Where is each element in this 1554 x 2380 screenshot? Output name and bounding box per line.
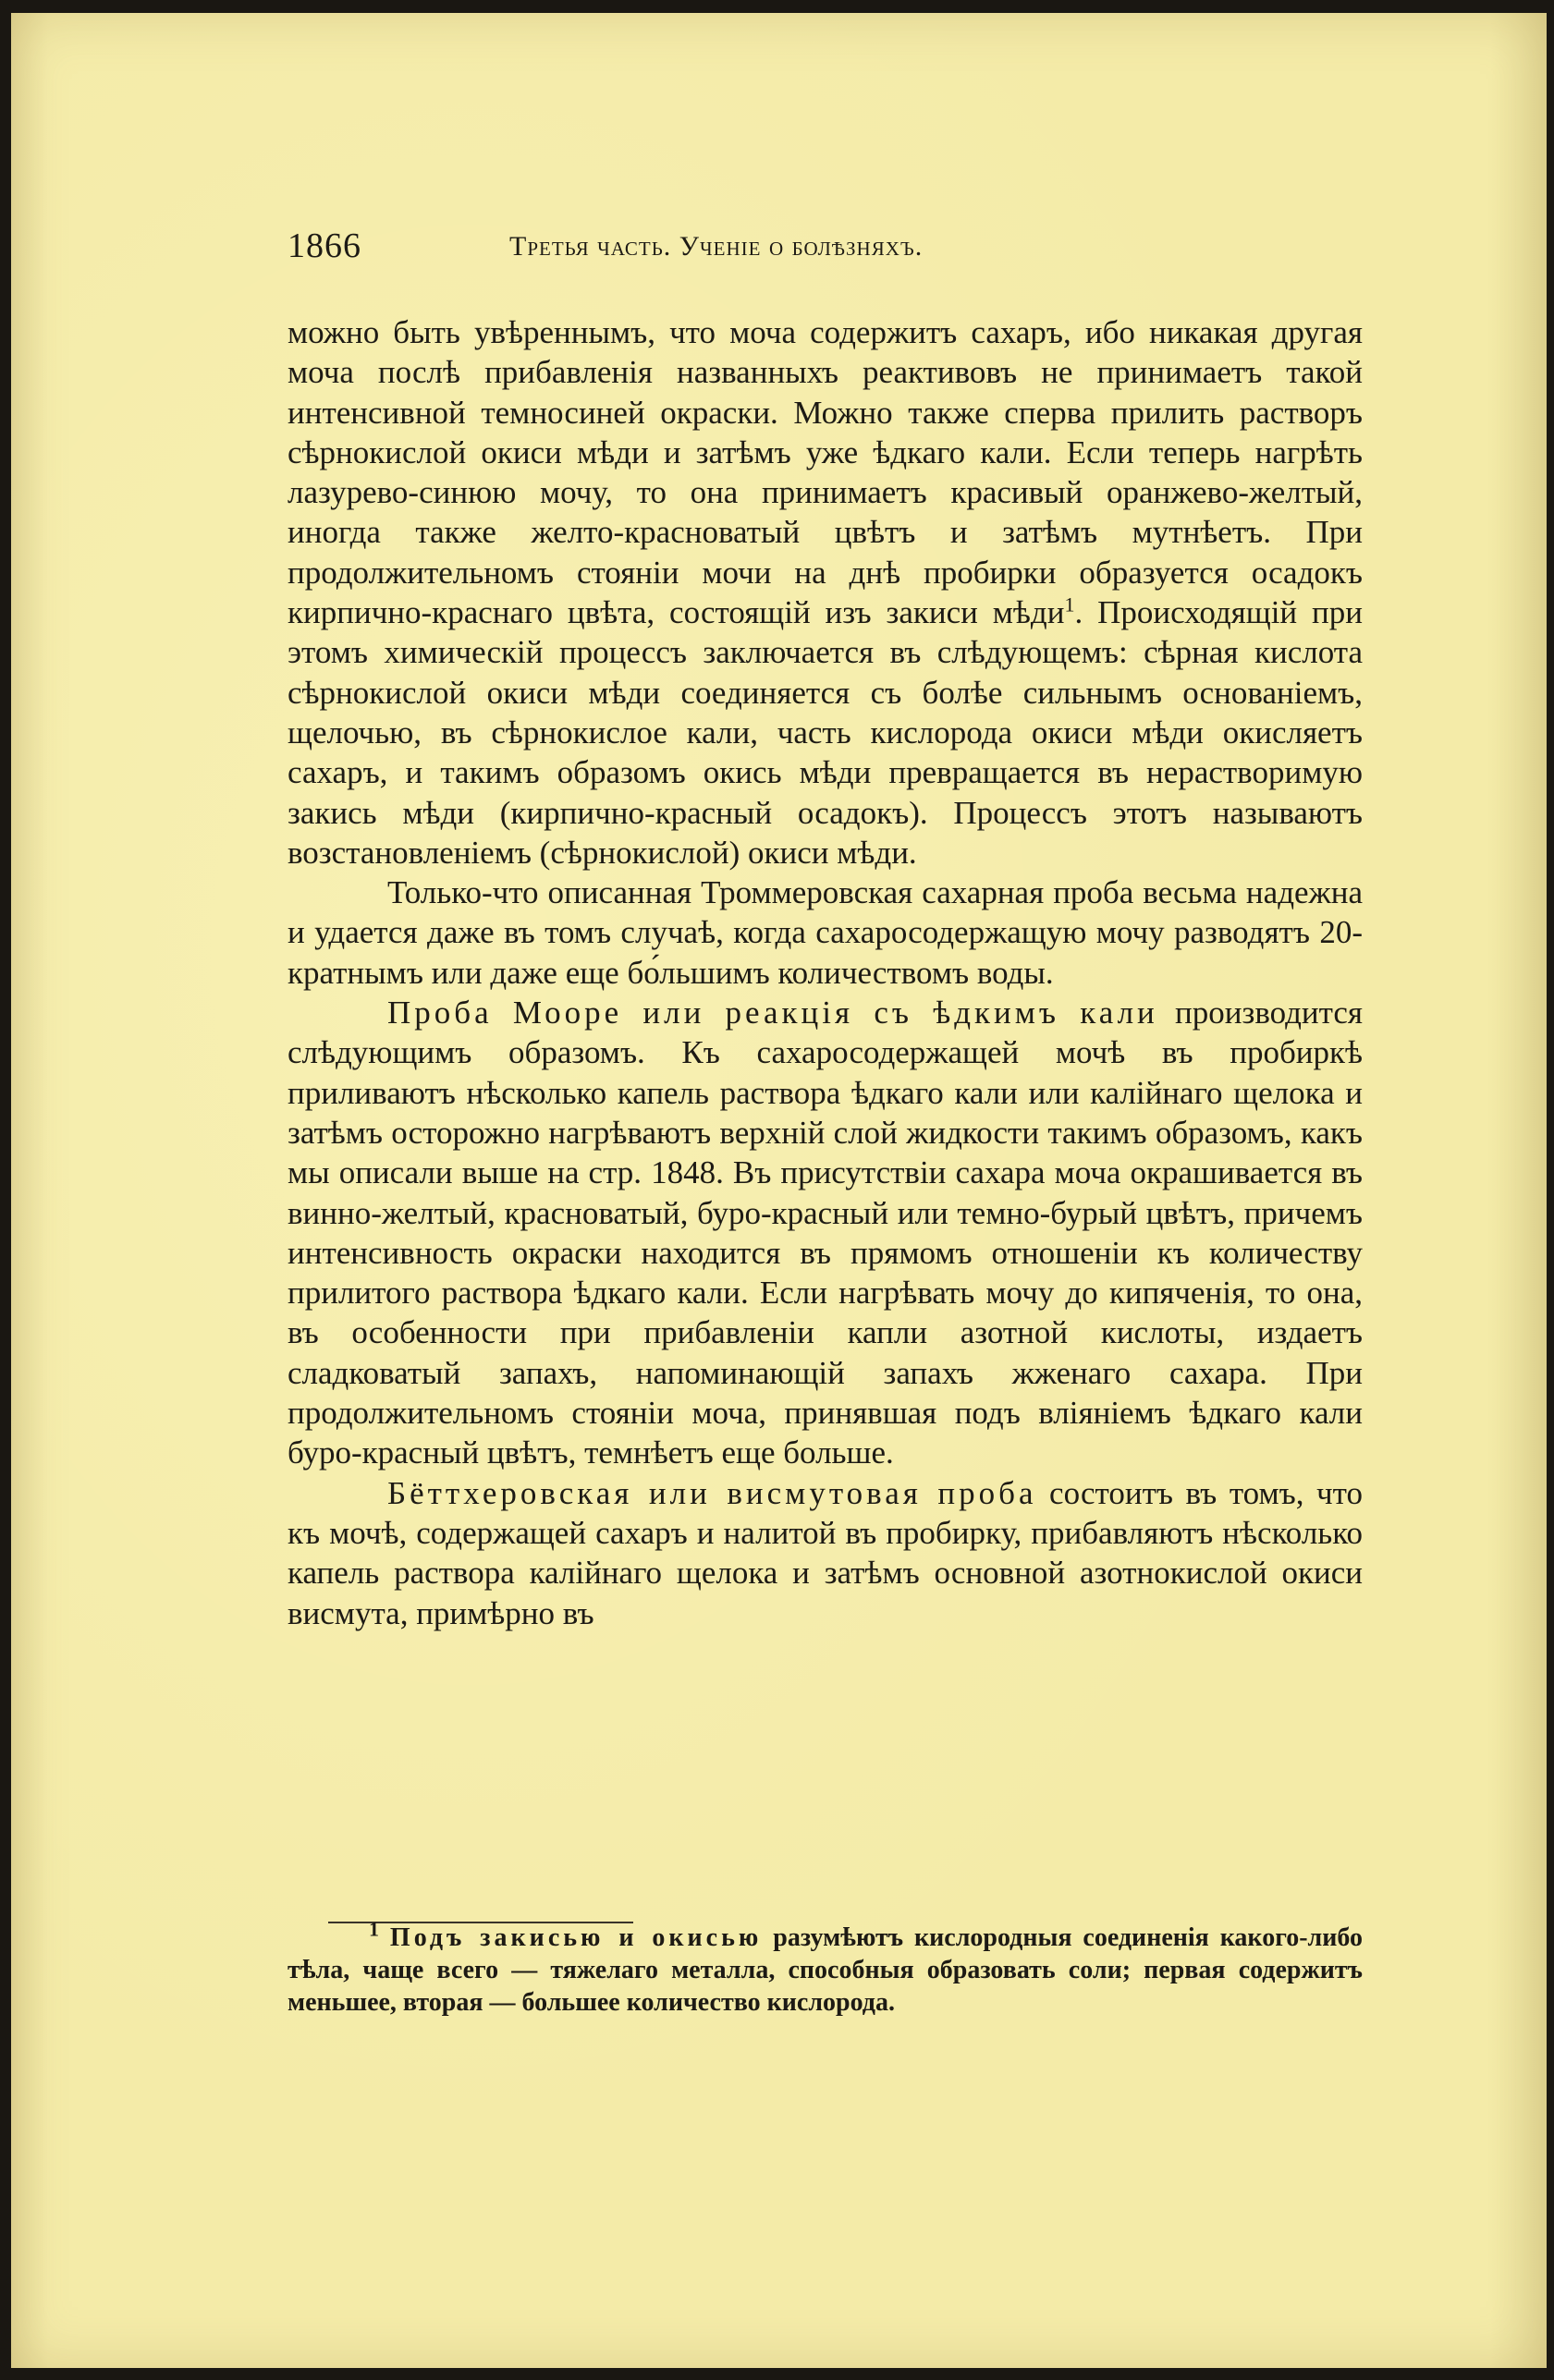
paragraph-4-text: состоитъ въ томъ, что къ мочѣ, содержащей сахаръ и налитой въ пробирку, прибавляютъ нѣсколько капель раствора калiйнаго щелока и затѣмъ основной азотнокислой окиси висмута, примѣрно въ [288,1474,1363,1631]
paragraph-3-heading: Проба Мооре или реакцiя съ ѣдкимъ кали [387,995,1158,1031]
footnote-text: разумѣютъ кислородныя соединенiя какого-либо тѣла, чаще всего — тяжелаго металла, способныя образовать соли; первая содержитъ меньшее, вторая — большее количество кислорода. [288,1923,1364,2017]
running-head [288,226,1363,272]
paragraph-3-text: производится слѣдующимъ образомъ. Къ сахаросодержащей мочѣ въ пробиркѣ приливаютъ нѣсколько капель раствора ѣдкаго кали или калiйнаго щелока и затѣмъ осторожно нагрѣваютъ верхнiй слой жидкости такимъ образомъ, какъ мы описали выше на стр. 1848. Въ присутствiи сахара моча окрашивается въ винно-желтый, красноватый, буро-красный или темно-бурый цвѣтъ, причемъ интенсивность окраски находится въ прямомъ отношенiи къ количеству прилитого раствора ѣдкаго кали. Если нагрѣвать мочу до кипяченiя, то она, въ особенности при прибавленiи капли азотной кислоты, издаетъ сладковатый запахъ, напоминающiй запахъ жженаго сахара. При продолжительномъ стоянiи моча, принявшая подъ влiянiемъ ѣдкаго кали буро-красный цвѣтъ, темнѣетъ еще больше. [288,995,1363,1471]
paragraph-1-text: можно быть увѣреннымъ, что моча содержитъ сахаръ, ибо никакая другая моча послѣ прибавленiя названныхъ реактивовъ не принимаетъ такой интенсивной темносиней окраски. Можно также сперва прилить растворъ сѣрнокислой окиси мѣди и затѣмъ уже ѣдкаго кали. Если теперь нагрѣть лазурево-синюю мочу, то она принимаетъ красивый оранжево-желтый, иногда также желто-красноватый цвѣтъ и затѣмъ мутнѣетъ. При продолжительномъ стоянiи мочи на днѣ пробирки образуется осадокъ кирпично-краснаго цвѣта, состоящiй изъ закиси мѣди [288,314,1363,631]
footnote-reference: 1 [1064,592,1075,616]
running-title: Третья часть. Ученiе о болѣзняхъ. [509,231,924,262]
footnote-marker: 1 [369,1917,379,1941]
paragraph-1 [288,312,1363,873]
paragraph-2: Только-что описанная Троммеровская сахарная проба весьма надежна и удается даже въ томъ случаѣ, когда сахаросодержащую мочу разводятъ 20-кратнымъ или даже еще бо́льшимъ количествомъ воды. [288,874,1363,991]
footnote [288,1917,1364,2019]
paragraph-4-heading: Бёттхеровская или висмутовая проба [387,1474,1037,1511]
body-text [288,312,1363,1633]
footnote-heading: Подъ закисью и окисью [389,1923,763,1952]
paragraph-1-tail: . Происходящiй при этомъ химическiй процессъ заключается въ слѣдующемъ: сѣрная кислота сѣрнокислой окиси мѣди соединяется съ болѣе сильнымъ основанiемъ, щелочью, въ сѣрнокислое кали, часть кислорода окиси мѣди окисляетъ сахаръ, и такимъ образомъ окись мѣди превращается въ нерастворимую закись мѣди (кирпично-красный осадокъ). Процессъ этотъ называютъ возстановленiемъ (сѣрнокислой) окиси мѣди. [288,594,1363,871]
paragraph-4 [288,1473,1363,1633]
page-number: 1866 [288,226,361,265]
paragraph-3 [288,993,1363,1473]
footnote-paragraph [288,1917,1364,2019]
